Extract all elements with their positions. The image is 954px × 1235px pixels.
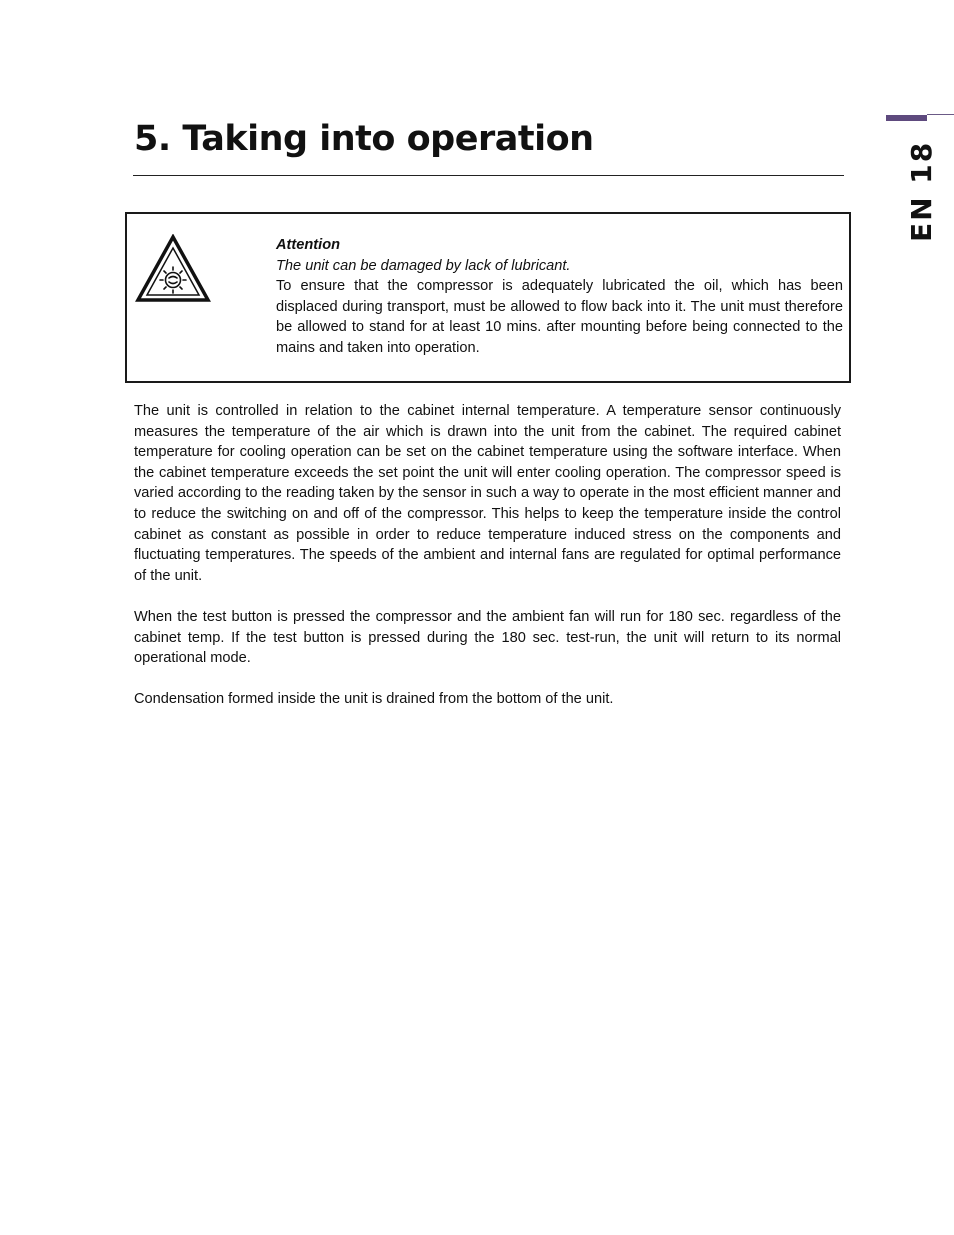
side-tab-accent-line [927, 114, 954, 115]
language-page-label: EN 18 [905, 140, 938, 242]
title-divider [133, 175, 844, 176]
paragraph-test-button: When the test button is pressed the compressor and the ambient fan will run for 180 sec. regardless of the cabinet temp. If the test button is pressed during the 180 sec. test-run, the unit will return to its normal operational mode. [134, 608, 841, 667]
attention-subheading: The unit can be damaged by lack of lubricant. [276, 257, 571, 274]
page-side-tab [880, 112, 954, 262]
attention-notice-box [125, 212, 851, 383]
main-content [134, 401, 841, 731]
attention-body: To ensure that the compressor is adequately lubricated the oil, which has been displaced during transport, must be allowed to flow back into it. The unit must therefore be allowed to stand for at least 10 mins. after mounting before being connected to the mains and taken into operation. [276, 278, 843, 356]
page-title: 5. Taking into operation [134, 119, 594, 159]
paragraph-temperature-control: The unit is controlled in relation to the cabinet internal temperature. A temperature sensor continuously measures the temperature of the air which is drawn into the unit from the cabinet. The required cabinet temperature for cooling operation can be set on the cabinet temperature using the software interface. When the cabinet temperature exceeds the set point the unit will enter cooling operation. The compressor speed is varied according to the reading taken by the sensor in such a way to operate in the most efficient manner and to reduce the switching on and off of the compressor. This helps to keep the temperature inside the control cabinet as constant as possible in order to reduce temperature induced stress on the components and fluctuating temperatures. The speeds of the ambient and internal fans are regulated for optimal performance of the unit. [134, 403, 841, 584]
attention-heading: Attention [276, 237, 341, 253]
side-tab-accent-bar [886, 115, 927, 121]
paragraph-condensation: Condensation formed inside the unit is drained from the bottom of the unit. [134, 691, 614, 708]
attention-notice-text [276, 235, 843, 359]
warning-triangle-icon [135, 234, 211, 304]
